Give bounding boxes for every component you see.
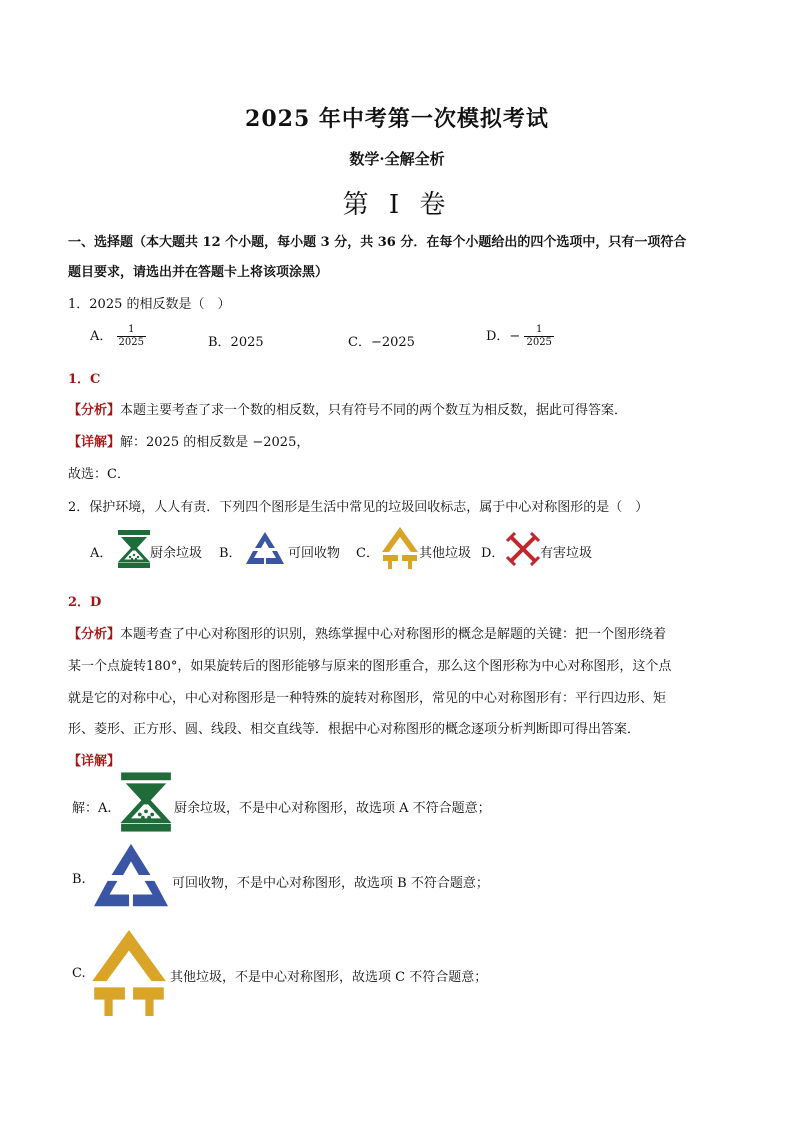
- volume-heading: 第 I 卷: [342, 190, 452, 220]
- q1-analysis-text: 本题主要考查了求一个数的相反数，只有符号不同的两个数互为相反数，据此可得答案．: [120, 403, 628, 418]
- q2-solution-c-prefix: C.: [72, 966, 86, 981]
- q1-analysis: [68, 399, 627, 418]
- q1-option-a-label: A．: [90, 329, 113, 344]
- q2-stem: 2．保护环境，人人有责．下列四个图形是生活中常见的垃圾回收标志，属于中心对称图形的是（ ）: [68, 500, 649, 515]
- section-instructions-line1: 一、选择题（本大题共 12 个小题，每小题 3 分，共 36 分．在每个小题给出的四个选项中，只有一项符合: [68, 235, 687, 250]
- q1-option-d-denominator: 2025: [526, 337, 552, 348]
- q2-option-b-label: B．: [219, 546, 242, 561]
- section-instructions-line2: 题目要求，请选出并在答题卡上将该项涂黑）: [68, 265, 329, 280]
- q1-detail-tag: 【详解】: [68, 435, 121, 450]
- q1-detail: [68, 431, 309, 450]
- q1-analysis-tag: 【分析】: [68, 403, 121, 418]
- kitchen-waste-large-icon: [118, 770, 174, 834]
- q1-option-d-fraction: [524, 324, 553, 349]
- q2-option-c-label: C．: [356, 546, 379, 561]
- q1-detail-text: 解：2025 的相反数是 −2025，: [120, 435, 310, 450]
- q1-option-a: [90, 324, 146, 349]
- q2-solution-c-text: 其他垃圾，不是中心对称图形，故选项 C 不符合题意；: [170, 970, 488, 985]
- q1-option-c: C．−2025: [348, 335, 415, 350]
- q2-analysis-line3: 就是它的对称中心，中心对称图形是一种特殊的旋转对称图形，常见的中心对称图形有：平行四边形、矩: [68, 691, 667, 706]
- q1-stem: 1．2025 的相反数是（ ）: [68, 297, 231, 312]
- q2-analysis-line4: 形、菱形、正方形、圆、线段、相交直线等．根据中心对称图形的概念逐项分析判断即可得出答案．: [68, 722, 641, 737]
- q2-option-d-text: 有害垃圾: [540, 546, 593, 561]
- q2-detail-tag: 【详解】: [68, 754, 121, 769]
- other-waste-large-icon: [90, 928, 168, 1018]
- q2-option-c-text: 其他垃圾: [419, 546, 472, 561]
- q2-analysis-text1: 本题考查了中心对称图形的识别，熟练掌握中心对称图形的概念是解题的关键：把一个图形绕着: [120, 627, 667, 642]
- recyclable-icon: [244, 530, 286, 568]
- q1-option-a-numerator: 1: [117, 324, 146, 337]
- q2-solution-b-prefix: B.: [72, 872, 86, 887]
- q2-solution-a-text: 厨余垃圾，不是中心对称图形，故选项 A 不符合题意；: [174, 801, 491, 816]
- q2-solution-b-text: 可回收物，不是中心对称图形，故选项 B 不符合题意；: [172, 876, 489, 891]
- q2-analysis-tag: 【分析】: [68, 627, 121, 642]
- q2-analysis-line2: 某一个点旋转180°，如果旋转后的图形能够与原来的图形重合，那么这个图形称为中心对称图形，这个点: [68, 659, 672, 674]
- other-waste-icon: [381, 526, 419, 570]
- q2-solution-a-prefix: 解：A.: [72, 801, 112, 816]
- page-subtitle: 数学·全解全析: [349, 150, 445, 168]
- hazardous-waste-icon: [506, 532, 540, 566]
- q1-answer: 1．C: [68, 372, 101, 387]
- q1-option-b: B．2025: [208, 335, 264, 350]
- page-title: 2025 年中考第一次模拟考试: [245, 106, 549, 132]
- q2-option-d-label: D．: [481, 546, 505, 561]
- q1-option-a-fraction: [117, 324, 146, 349]
- q2-option-a-label: A．: [90, 546, 113, 561]
- q1-choose: 故选：C．: [68, 467, 130, 482]
- q2-answer: 2．D: [68, 595, 102, 610]
- kitchen-waste-icon: [116, 529, 152, 569]
- q2-analysis-line1: [68, 623, 666, 642]
- recyclable-large-icon: [90, 840, 172, 914]
- q1-option-d-label: D．−: [486, 329, 521, 344]
- q2-option-b-text: 可回收物: [288, 546, 341, 561]
- q1-option-a-denominator: 2025: [118, 337, 144, 348]
- q1-option-d-numerator: 1: [524, 324, 553, 337]
- q1-option-d: [486, 324, 554, 349]
- q2-option-a-text: 厨余垃圾: [150, 546, 203, 561]
